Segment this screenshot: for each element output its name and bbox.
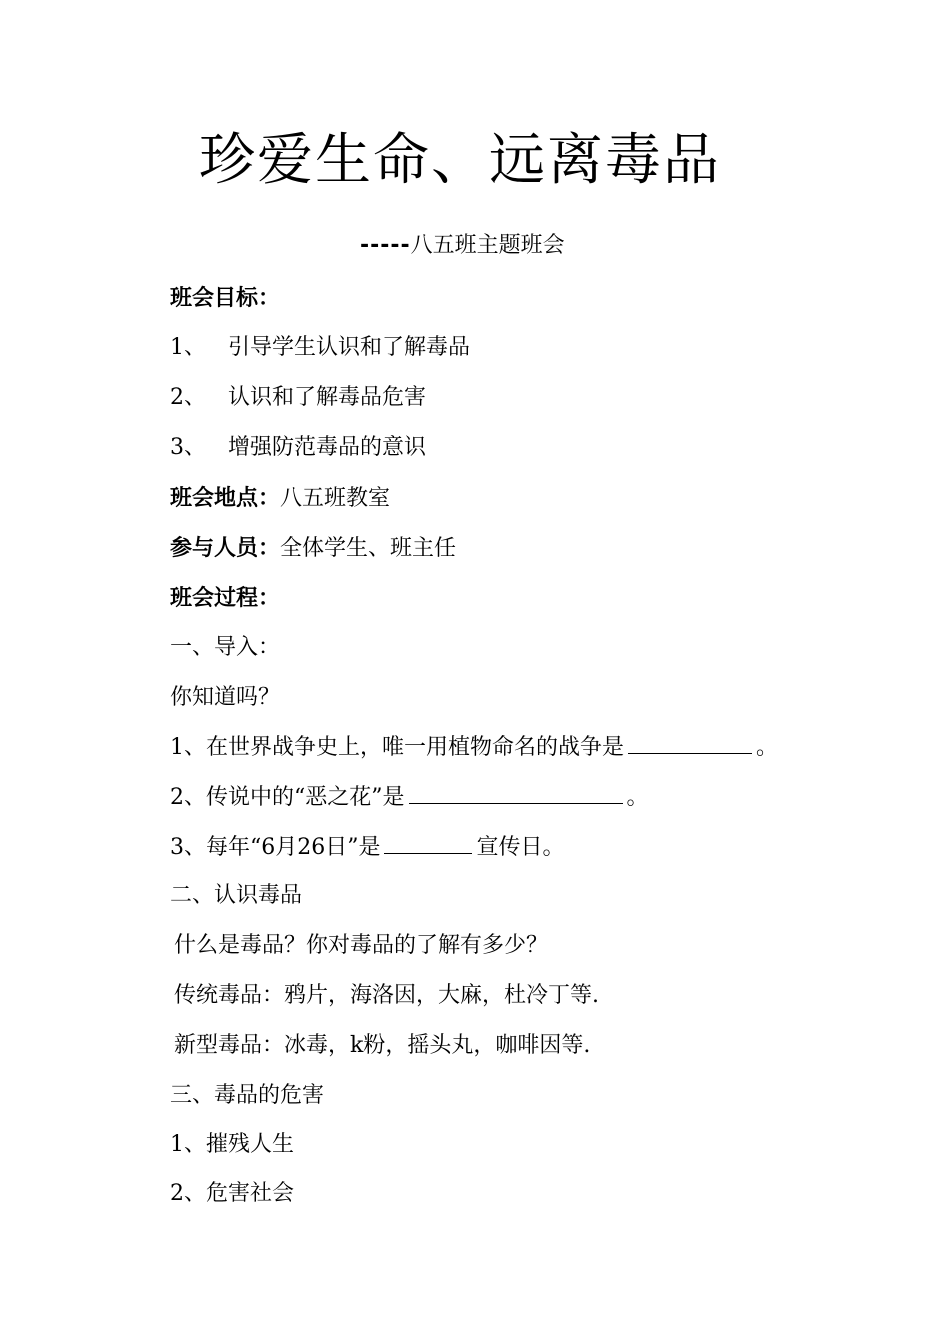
section2-line: 新型毒品：冰毒，k粉，摇头丸，咖啡因等. — [174, 1033, 591, 1058]
goal-item — [170, 381, 426, 415]
process-label: 班会过程： — [170, 585, 281, 611]
participants-label: 参与人员： — [170, 535, 281, 561]
goals-label: 班会目标： — [170, 285, 281, 311]
location-line — [170, 481, 390, 516]
section2-heading: 二、认识毒品 — [170, 883, 303, 908]
goal-text: 引导学生认识和了解毒品 — [228, 335, 471, 360]
section2-line: 什么是毒品？你对毒品的了解有多少？ — [174, 933, 549, 958]
answer-blank[interactable] — [384, 831, 472, 854]
question-suffix: 。 — [626, 785, 649, 810]
goal-text: 认识和了解毒品危害 — [228, 385, 427, 410]
goal-item — [170, 431, 426, 465]
question-text: 1、在世界战争史上，唯一用植物命名的战争是 — [170, 735, 624, 760]
quiz-question-1 — [170, 731, 778, 765]
section1-heading: 一、导入： — [170, 635, 281, 660]
location-label: 班会地点： — [170, 485, 281, 511]
question-suffix: 宣传日。 — [476, 835, 565, 860]
document-subtitle — [360, 228, 565, 264]
question-text: 2、传说中的“恶之花”是 — [170, 785, 405, 810]
goal-number: 3、 — [170, 435, 206, 460]
goal-text: 增强防范毒品的意识 — [228, 435, 427, 460]
section3-heading: 三、毒品的危害 — [170, 1083, 325, 1108]
goal-item — [170, 331, 470, 365]
question-suffix: 。 — [756, 735, 779, 760]
section3-item: 1、摧残人生 — [170, 1132, 294, 1157]
subtitle-dashes: ----- — [360, 233, 411, 258]
section2-line: 传统毒品：鸦片，海洛因，大麻，杜冷丁等. — [174, 983, 599, 1008]
section3-item: 2、危害社会 — [170, 1181, 294, 1206]
subtitle-text: 八五班主题班会 — [410, 233, 565, 258]
goal-number: 2、 — [170, 385, 206, 410]
goal-number: 1、 — [170, 335, 206, 360]
quiz-question-3 — [170, 831, 565, 865]
participants-line — [170, 531, 456, 566]
location-value: 八五班教室 — [280, 486, 391, 511]
quiz-question-2 — [170, 781, 649, 815]
answer-blank[interactable] — [628, 731, 752, 754]
section1-intro: 你知道吗？ — [170, 685, 281, 710]
document-title: 珍爱生命、远离毒品 — [199, 128, 721, 193]
answer-blank[interactable] — [409, 781, 623, 804]
participants-value: 全体学生、班主任 — [280, 536, 457, 561]
question-text: 3、每年“6月26日”是 — [170, 835, 381, 860]
